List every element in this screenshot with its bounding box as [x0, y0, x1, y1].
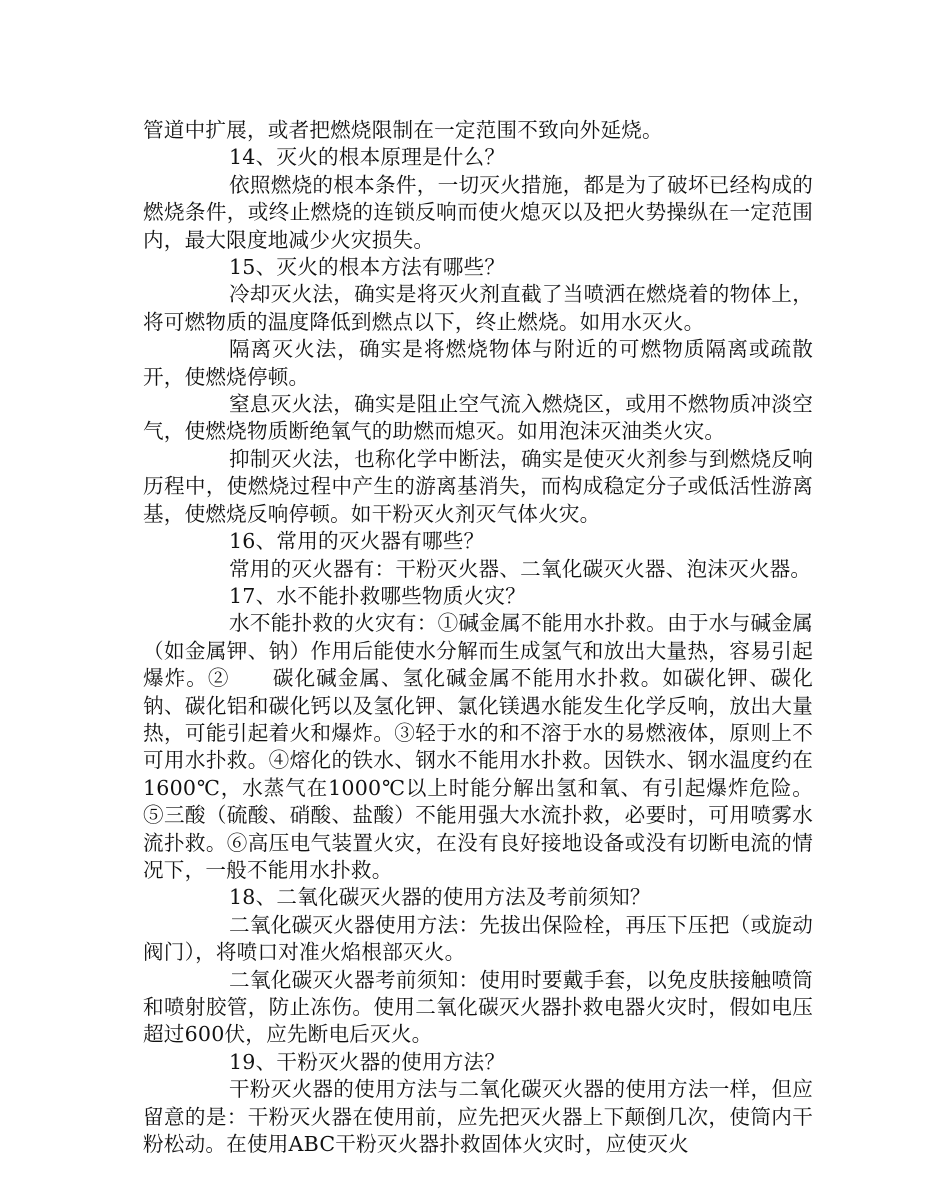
co2-usage-paragraph: 二氧化碳灭火器使用方法：先拔出保险栓，再压下压把（或旋动阀门），将喷口对准火焰根部灭火。	[143, 912, 813, 965]
answer-19-paragraph: 干粉灭火器的使用方法与二氧化碳灭火器的使用方法一样，但应留意的是：干粉灭火器在使用前，应先把灭火器上下颠倒几次，使筒内干粉松动。在使用ABC干粉灭火器扑救固体火灾时，应使灭火	[143, 1077, 813, 1157]
question-15-heading: 15、灭火的根本方法有哪些？	[229, 255, 506, 280]
question-16-heading: 16、常用的灭火器有哪些？	[229, 529, 485, 554]
paragraph-continuation: 管道中扩展，或者把燃烧限制在一定范围不致向外延烧。	[143, 118, 663, 142]
answer-16-paragraph: 常用的灭火器有：干粉灭火器、二氧化碳灭火器、泡沫灭火器。	[229, 556, 812, 581]
answer-14-paragraph: 依照燃烧的根本条件，一切灭火措施，都是为了破坏已经构成的燃烧条件，或终止燃烧的连锁反响而使火熄灭以及把火势操纵在一定范围内，最大限度地减少火灾损失。	[143, 172, 813, 252]
isolation-method-paragraph: 隔离灭火法，确实是将燃烧物体与附近的可燃物质隔离或疏散开，使燃烧停顿。	[143, 337, 813, 389]
document-body	[143, 117, 813, 1158]
question-14-heading: 14、灭火的根本原理是什么？	[229, 145, 506, 170]
inhibition-method-paragraph: 抑制灭火法，也称化学中断法，确实是使灭火剂参与到燃烧反响历程中，使燃烧过程中产生的游离基消失，而构成稳定分子或低活性游离基，使燃烧反响停顿。如干粉灭火剂灭气体火灾。	[143, 446, 813, 526]
question-19-heading: 19、干粉灭火器的使用方法？	[229, 1049, 506, 1074]
answer-17-paragraph: 水不能扑救的火灾有：①碱金属不能用水扑救。由于水与碱金属（如金属钾、钠）作用后能使水分解而生成氢气和放出大量热，容易引起爆炸。② 碳化碱金属、氢化碱金属不能用水扑救。如碳化钾、碳化钠、碳化铝和碳化钙以及氢化钾、氯化镁遇水能发生化学反响，放出大量热，可能引起着火和爆炸。③轻于水的和不溶于水的易燃液体，原则上不可用水扑救。④熔化的铁水、钢水不能用水扑救。因铁水、钢水温度约在1600℃，水蒸气在1000℃以上时能分解出氢和氧、有引起爆炸危险。⑤三酸（硫酸、硝酸、盐酸）不能用强大水流扑救，必要时，可用喷雾水流扑救。⑥高压电气装置火灾，在没有良好接地设备或没有切断电流的情况下，一般不能用水扑救。	[143, 611, 813, 882]
smothering-method-paragraph: 窒息灭火法，确实是阻止空气流入燃烧区，或用不燃物质冲淡空气，使燃烧物质断绝氧气的助燃而熄灭。如用泡沫灭油类火灾。	[143, 392, 813, 444]
question-17-heading: 17、水不能扑救哪些物质火灾？	[229, 583, 526, 608]
cooling-method-paragraph: 冷却灭火法，确实是将灭火剂直截了当喷洒在燃烧着的物体上，将可燃物质的温度降低到燃点以下，终止燃烧。如用水灭火。	[143, 282, 813, 334]
question-18-heading: 18、二氧化碳灭火器的使用方法及考前须知？	[229, 885, 651, 910]
co2-precautions-paragraph: 二氧化碳灭火器考前须知：使用时要戴手套，以免皮肤接触喷筒和喷射胶管，防止冻伤。使用二氧化碳灭火器扑救电器火灾时，假如电压超过600伏，应先断电后灭火。	[143, 967, 813, 1047]
